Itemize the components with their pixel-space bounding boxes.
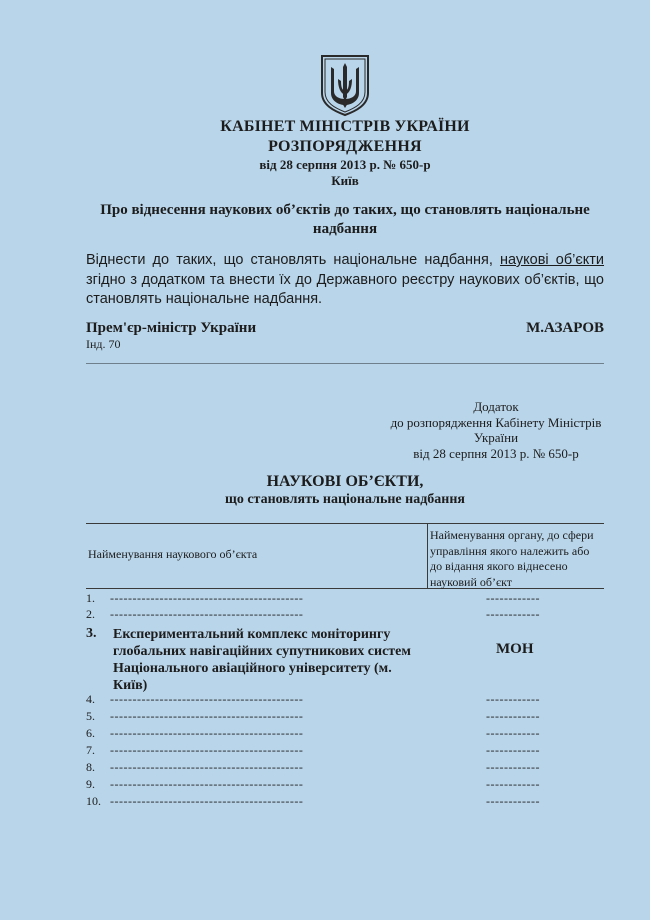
table-row-number: 9. [86,777,95,791]
table-top-border [86,523,604,524]
annex-subtitle: що становлять національне надбання [225,492,465,507]
table-row-number: 8. [86,760,95,774]
table-row-number: 6. [86,726,95,740]
table-row-name: ------------------------------------------- [110,760,304,774]
table-row-number: 7. [86,743,95,757]
table-row-authority: МОН [496,641,534,657]
table-row-number: 2. [86,607,95,621]
table-row-name: ------------------------------------------- [110,726,304,740]
annex-header [350,399,642,461]
table-row-authority: ------------ [486,777,540,791]
table-row-authority: ------------ [486,726,540,740]
table-row-authority: ------------ [486,760,540,774]
table-row-authority: ------------ [486,591,540,605]
annex-title: НАУКОВІ ОБ’ЄКТИ, [266,473,424,490]
annex-reference: до розпорядження Кабінету Міністрів [390,414,602,430]
document-city: Київ [331,173,359,188]
table-row-name: ------------------------------------------- [110,777,304,791]
table-row-number: 4. [86,692,95,706]
table-header-authority: Найменування органу, до сфери управління якого належить або до відання якого віднесено науковий об’єкт [430,528,594,589]
table-header-object-name: Найменування наукового об’єкта [88,547,258,561]
table-row-authority: ------------ [486,794,540,808]
coat-of-arms-icon [318,53,372,117]
annex-label: Додаток [473,399,519,414]
table-row-name: ------------------------------------------- [110,794,304,808]
document-subject: Про віднесення наукових об’єктів до таких, що становлять національне надбання [100,202,590,237]
issuer-title: КАБІНЕТ МІНІСТРІВ УКРАЇНИ [220,118,470,135]
divider [86,363,604,364]
table-row-name: ------------------------------------------- [110,743,304,757]
annex-reference-country: України [473,430,519,445]
table-row-name: ------------------------------------------- [110,709,304,723]
document-date: від 28 серпня 2013 р. № 650-р [259,157,431,172]
table-row-number: 10. [86,794,101,808]
table-row-authority: ------------ [486,692,540,706]
table-row-number: 5. [86,709,95,723]
table-row-name: ------------------------------------------- [110,591,304,605]
table-column-separator [427,523,428,589]
table-row-authority: ------------ [486,743,540,757]
table-row-number: 1. [86,591,95,605]
annex-date: від 28 серпня 2013 р. № 650-р [413,445,579,461]
signatory-name: М.АЗАРОВ [526,320,604,336]
table-row-name: Експериментальний комплекс моніторингу глобальних навігаційних супутникових систем Національного авіаційного університету (м. Київ) [113,627,411,693]
body-text-part2: згідно з додатком та внести їх до Державного реєстру наукових об’єктів, що становлять національне надбання. [86,271,604,307]
table-row-authority: ------------ [486,607,540,621]
index-number: Інд. 70 [86,337,121,351]
body-text-underlined: наукові об’єкти [499,252,605,268]
signatory-title: Прем'єр-міністр України [86,320,257,336]
table-row-authority: ------------ [486,709,540,723]
table-row-name: ------------------------------------------- [110,692,304,706]
body-paragraph [86,251,604,310]
body-text-part1: Віднести до таких, що становлять національне надбання, [86,252,500,268]
table-row-name: ------------------------------------------- [110,607,304,621]
table-row-number: 3. [86,626,97,641]
document-type: РОЗПОРЯДЖЕННЯ [268,138,422,155]
